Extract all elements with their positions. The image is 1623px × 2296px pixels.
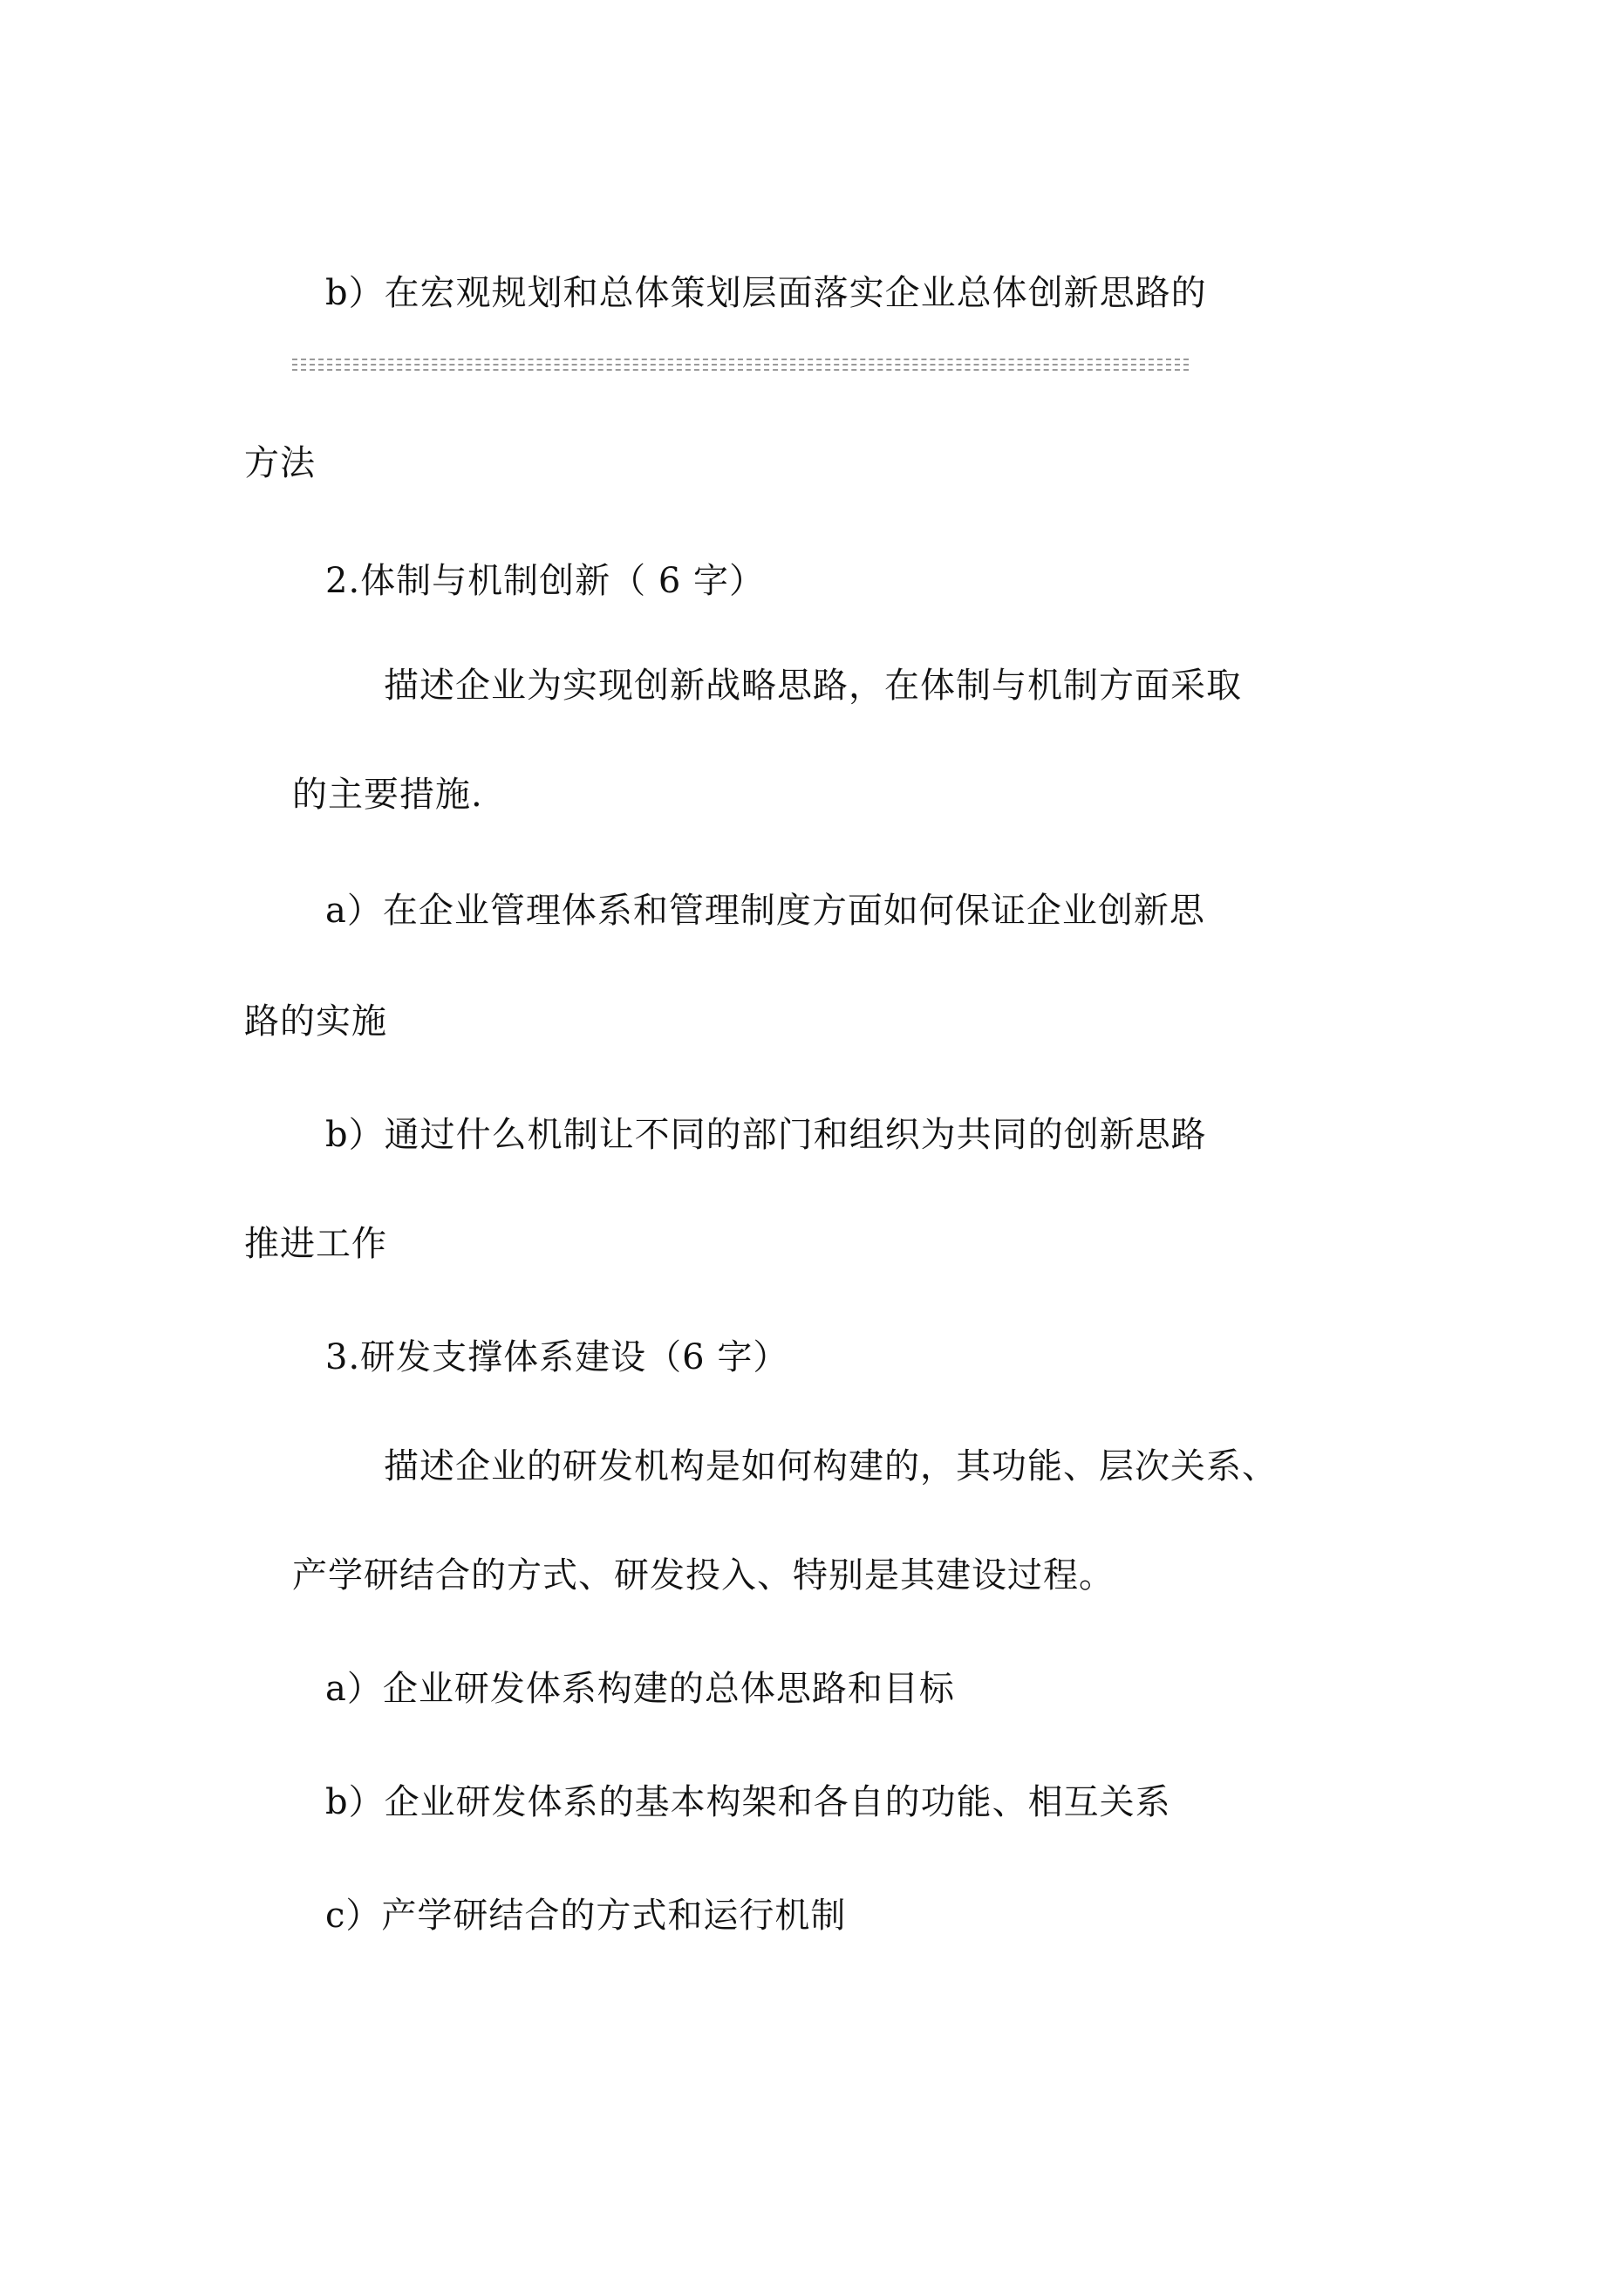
text-line-implementation: 路的实施 (244, 1001, 387, 1042)
text-line-a-management: a）在企业管理体系和管理制度方面如何保证企业创新思 (325, 891, 1205, 931)
dashed-separator (292, 355, 1189, 376)
text-line-b-mechanism: b）通过什么机制让不同的部门和组织为共同的创新思路 (325, 1115, 1207, 1155)
section-heading-2: 2.体制与机制创新（ 6 字） (325, 561, 766, 601)
text-line-main-measures: 的主要措施. (292, 775, 483, 815)
text-line-a-rd-goals: a）企业研发体系构建的总体思路和目标 (325, 1669, 955, 1709)
text-line-describe-rd: 描述企业的研发机构是如何构建的，其功能、层次关系、 (384, 1446, 1278, 1486)
section-heading-3: 3.研发支撑体系建设（6 字） (325, 1337, 789, 1377)
text-line-b-macro-planning: b）在宏观规划和总体策划层面落实企业总体创新思路的 (325, 273, 1207, 313)
text-line-advance-work: 推进工作 (244, 1224, 387, 1264)
text-line-describe-measures: 描述企业为实现创新战略思路，在体制与机制方面采取 (384, 666, 1242, 706)
text-line-b-rd-framework: b）企业研发体系的基本构架和各自的功能、相互关系 (325, 1782, 1171, 1822)
text-line-method: 方法 (244, 443, 316, 483)
text-line-industry-research: 产学研结合的方式、研发投入、特别是其建设过程。 (292, 1555, 1115, 1596)
text-line-c-cooperation: c）产学研结合的方式和运行机制 (325, 1896, 847, 1936)
